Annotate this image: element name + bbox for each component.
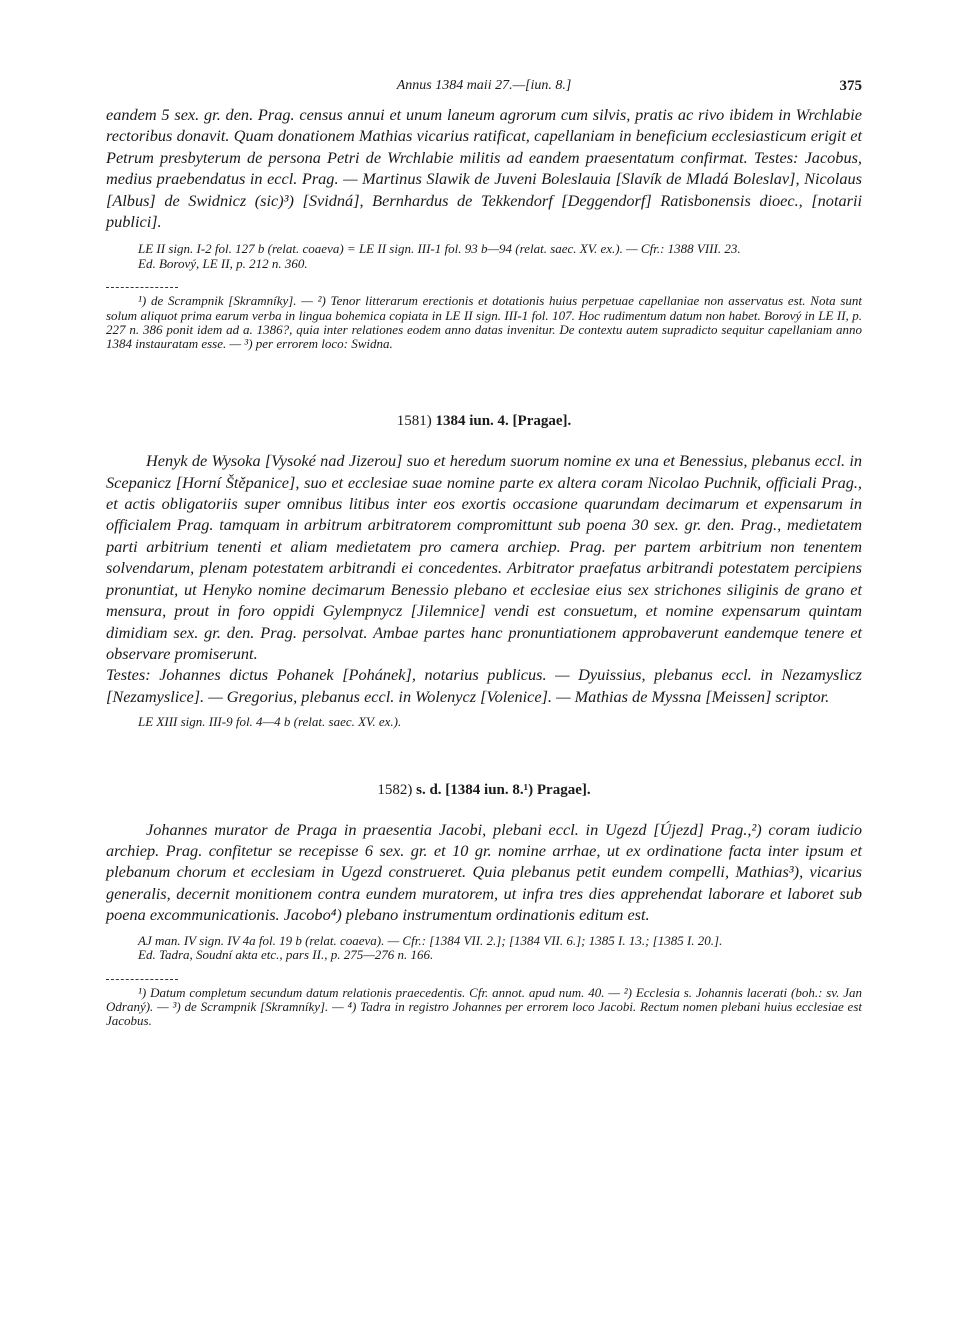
page-number: 375 <box>839 78 862 94</box>
citation-line: LE XIII sign. III-9 fol. 4—4 b (relat. saec. XV. ex.). <box>138 714 402 730</box>
entry-1582-citation <box>106 934 862 963</box>
running-header <box>106 78 862 100</box>
entry-1581-citation <box>106 715 862 730</box>
footnote-text: ¹) Datum completum secundum datum relationis praecedentis. Cfr. annot. apud num. 40. — ²) Ecclesia s. Johannis lacerati (boh.: sv. Jan Odraný). — ³) de Scrampnik [Skramníky]. — ⁴) Tadra in registro Johannes per errorem loco Jacobi. Rectum nomen plebani huius ecclesiae est Jacobus. <box>106 984 862 1029</box>
witnesses-paragraph: Testes: Johannes dictus Pohanek [Pohánek], notarius publicus. — Dyuissius, plebanus eccl. in Nezamyslicz [Nezamyslice]. — Gregorius, plebanus eccl. in Wolenycz [Volenice]. — Mathias de Myssna [Meissen] scriptor. <box>106 665 862 706</box>
entry-number: 1582) <box>377 781 413 798</box>
footnote-rule <box>106 979 178 980</box>
entry-date: 1384 iun. 4. [Pragae]. <box>435 413 572 430</box>
citation-line: LE II sign. I-2 fol. 127 b (relat. coaeva) = LE II sign. III-1 fol. 93 b—94 (relat. saec. XV. ex.). — Cfr.: 1388 VIII. 23. <box>138 241 741 257</box>
citation-line: AJ man. IV sign. IV 4a fol. 19 b (relat. coaeva). — Cfr.: [1384 VII. 2.]; [1384 VII. 6.]; 1385 I. 13.; [1385 I. 20.]. <box>138 932 723 948</box>
footnotes <box>106 986 862 1029</box>
continued-paragraph: eandem 5 sex. gr. den. Prag. census annui et unum laneum agrorum cum silvis, pratis ac rivo ibidem in Wrchlabie rectoribus donavit. Quam donationem Mathias vicarius ratificat, capellaniam in beneficium ecclesiasticum erigit et Petrum presbyterum de persona Petri de Wrchlabie militis ad eandem praesentatum confirmat. Testes: Jacobus, medius praebendatus in eccl. Prag. — Martinus Slawik de Juveni Boleslauia [Slavík de Mladá Boleslav], Nicolaus [Albus] de Swidnicz (sic)³) [Svidná], Bernhardus de Tekkendorf [Deggendorf] Ratisbonensis dioec., [notarii publici]. <box>106 105 862 232</box>
edition-line: Ed. Borový, LE II, p. 212 n. 360. <box>138 255 308 271</box>
footnote-text: ¹) de Scrampnik [Skramníky]. — ²) Tenor litterarum erectionis et dotationis huius perpetuae capellaniae non asservatus est. Nota sunt solum aliquot prima earum verba in lingua bohemica copiata in LE II sign. III-1 fol. 107. Hoc rudimentum datum non habet. Borový in LE II, p. 227 n. 386 ponit idem ad a. 1386?, quia inter relationes eodem anno datas invenitur. De contextu autem supradicto sequitur capellaniam anno 1384 instauratam esse. — ³) per errorem loco: Swidna. <box>106 293 862 352</box>
entry-date: s. d. [1384 iun. 8.¹) Pragae]. <box>416 781 591 798</box>
entry-heading-1582 <box>106 782 862 799</box>
document-page <box>106 78 862 1028</box>
entry-number: 1581) <box>396 413 432 430</box>
entry-paragraph: Johannes murator de Praga in praesentia Jacobi, plebani eccl. in Ugezd [Újezd] Prag.,²) coram iudicio archiep. Prag. confitetur se recepisse 6 sex. gr. et 10 gr. nomine arrhae, ut ex ordinatione facta inter ipsum et plebanum chorum et ecclesiam in Ugezd construeret. Quia plebanus petit eundem compelli, Mathias³), vicarius generalis, decernit monitionem contra eundem muratorem, ut infra tres dies apprehendat laborare et laboret sub poena excommunicationis. Jacobo⁴) plebano instrumentum ordinationis editum est. <box>106 819 862 925</box>
entry-1581-witnesses <box>106 664 862 707</box>
entry-heading-1581 <box>106 413 862 430</box>
entry-1582-text <box>106 819 862 926</box>
running-title: Annus 1384 maii 27.—[iun. 8.] <box>396 78 572 93</box>
footnotes <box>106 294 862 351</box>
edition-line: Ed. Tadra, Soudní akta etc., pars II., p. 275—276 n. 166. <box>138 947 434 963</box>
continued-text <box>106 104 862 232</box>
footnote-rule <box>106 287 178 288</box>
entry-paragraph: Henyk de Wysoka [Vysoké nad Jizerou] suo et heredum suorum nomine ex una et Benessius, plebanus eccl. in Scepanicz [Horní Štěpanice], suo et ecclesiae suae nomine parte ex altera coram Nicolao Puchnik, officiali Prag., et actis obligatoriis super omnibus litibus inter eos exortis occasione quarundam decimarum et expensarum in officialem Prag. tamquam in arbitrum arbitratorem compromittunt sub poena 30 sex. gr. den. Prag., medietatem parti arbitrium tenenti et aliam medietatem pro camera archiep. Prag. per partem arbitrium non tenentem solvendarum, plenam potestatem arbitrandi ei concedentes. Arbitrator praefatus arbitrandi potestatem percipiens pronuntiat, ut Henyko nomine decimarum Benessio plebano et ecclesiae eius sex strichones siliginis de grano et mensura, prout in foro oppidi Gylempnycz [Jilemnice] vendi est consuetum, et nomine expensarum quintam dimidiam sex. gr. den. Prag. persolvat. Ambae partes hanc pronuntiationem approbaverunt eandemque tenere et observare promiserunt. <box>106 451 862 663</box>
entry-1581-text <box>106 450 862 664</box>
source-citation <box>106 242 862 271</box>
